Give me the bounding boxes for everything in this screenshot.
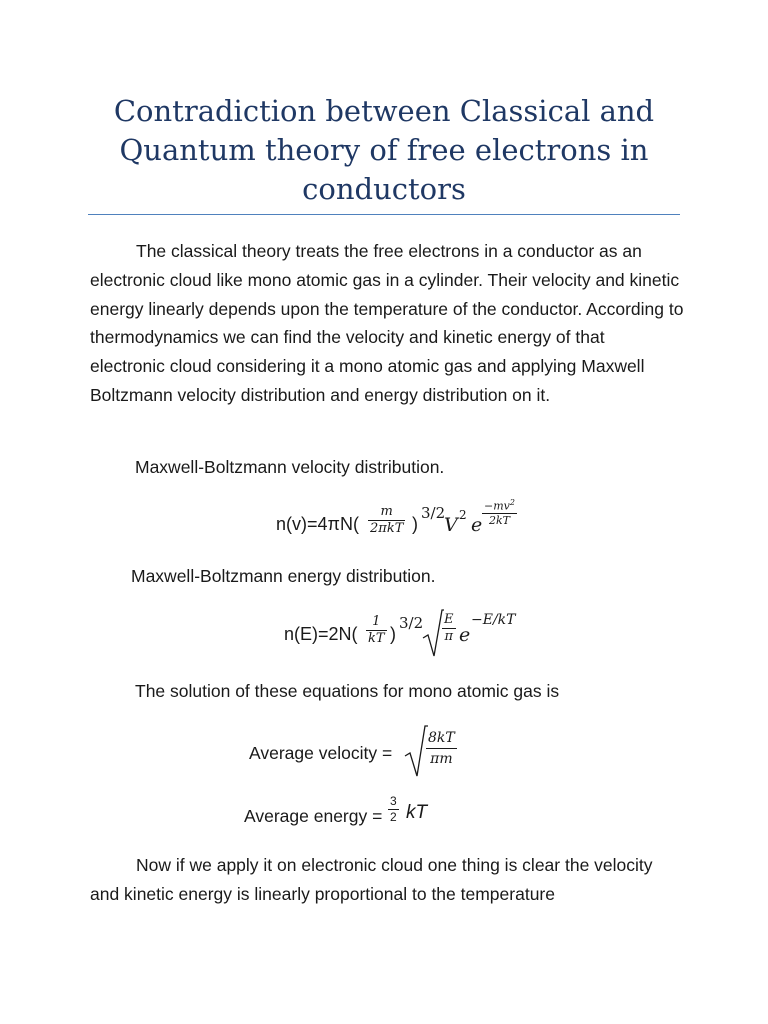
avg-velocity-num: 8kT bbox=[426, 728, 457, 749]
page-title: Contradiction between Classical and Quantum theory of free electrons in conductors bbox=[113, 94, 655, 206]
energy-eq-sqrt-num: E bbox=[444, 612, 454, 627]
intro-paragraph: The classical theory treats the free electrons in a conductor as an electronic cloud like mono atomic gas in a cylinder. Their velocity and kinetic energy linearly depends upon the temperature of the conductor. According to thermodynamics we can find the velocity and kinetic energy of that electronic cloud considering it a mono atomic gas and applying Maxwell Boltzmann velocity distribution and energy distribution on it. bbox=[90, 241, 684, 405]
avg-energy-den: 2 bbox=[390, 810, 397, 824]
velocity-eq-e: e bbox=[471, 514, 483, 536]
energy-eq-sqrt-sign bbox=[422, 608, 444, 658]
avg-velocity-label: Average velocity = bbox=[249, 743, 393, 763]
velocity-eq-exp-num: −mv bbox=[484, 499, 510, 513]
velocity-distribution-equation bbox=[276, 496, 536, 552]
energy-eq-sqrt-fraction bbox=[442, 612, 456, 645]
energy-distribution-equation bbox=[284, 608, 534, 664]
energy-eq-close: ) bbox=[390, 624, 396, 644]
energy-distribution-label: Maxwell-Boltzmann energy distribution. bbox=[131, 566, 436, 586]
avg-energy-label: Average energy = bbox=[244, 806, 383, 826]
energy-eq-frac-num: 1 bbox=[366, 614, 387, 631]
energy-eq-exponent: −E/kT bbox=[471, 612, 516, 628]
velocity-eq-v: V bbox=[444, 514, 458, 536]
avg-velocity-den: πm bbox=[430, 751, 453, 767]
velocity-eq-exp-num-power: 2 bbox=[509, 498, 515, 507]
velocity-eq-frac-den: 2πkT bbox=[370, 521, 404, 536]
velocity-eq-frac-num: m bbox=[368, 504, 405, 521]
velocity-eq-lhs: n(v)=4πN( bbox=[276, 514, 359, 534]
closing-paragraph: Now if we apply it on electronic cloud one thing is clear the velocity and kinetic energy is linearly proportional to the temperature bbox=[90, 855, 653, 904]
velocity-eq-exponent bbox=[482, 496, 517, 527]
title-underline bbox=[88, 214, 680, 215]
energy-eq-sqrt-den: π bbox=[444, 629, 454, 644]
energy-eq-frac-den: kT bbox=[368, 631, 385, 646]
avg-energy-num: 3 bbox=[390, 794, 397, 808]
energy-eq-fraction bbox=[366, 614, 387, 647]
avg-energy-fraction bbox=[388, 794, 399, 825]
velocity-eq-fraction bbox=[368, 504, 405, 537]
velocity-distribution-label: Maxwell-Boltzmann velocity distribution. bbox=[135, 457, 445, 477]
velocity-eq-close: ) bbox=[412, 514, 418, 534]
solution-text: The solution of these equations for mono atomic gas is bbox=[135, 681, 560, 701]
energy-eq-lhs: n(E)=2N( bbox=[284, 624, 358, 644]
velocity-eq-power: 3/2 bbox=[421, 504, 446, 522]
velocity-eq-v-power: 2 bbox=[459, 508, 467, 522]
avg-velocity-sqrt-sign bbox=[404, 724, 428, 778]
energy-eq-e: e bbox=[459, 624, 471, 646]
avg-velocity-fraction bbox=[426, 728, 457, 769]
energy-eq-power: 3/2 bbox=[399, 614, 424, 632]
velocity-eq-exp-den: 2kT bbox=[488, 513, 510, 527]
avg-energy-tail: kT bbox=[406, 802, 428, 823]
avg-energy-formula bbox=[388, 794, 448, 838]
avg-velocity-formula bbox=[404, 722, 464, 778]
